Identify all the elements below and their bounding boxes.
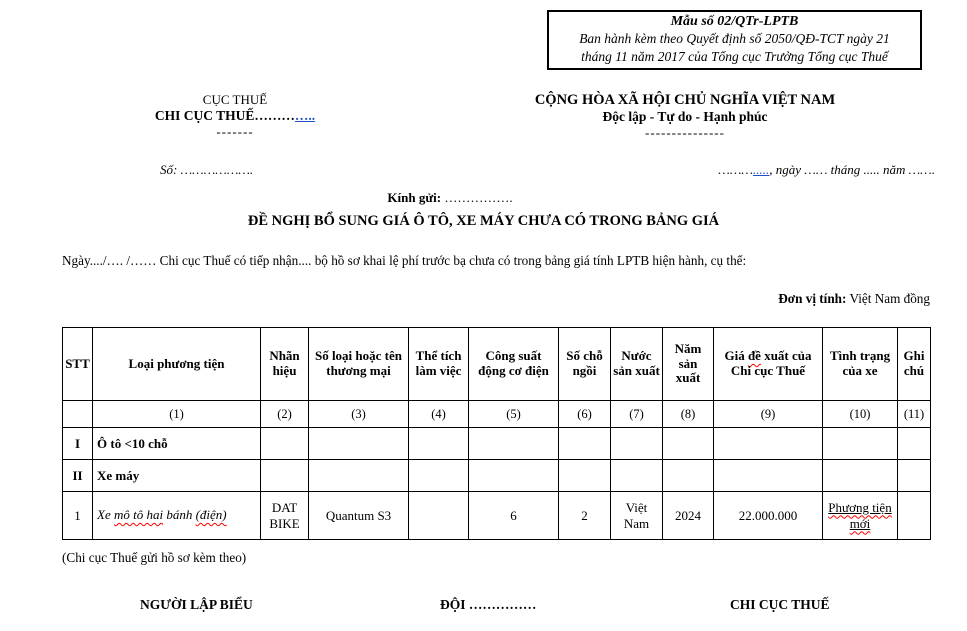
col-header-year: Năm sản xuất bbox=[663, 328, 714, 401]
row-note bbox=[898, 492, 931, 540]
col-header-seats: Số chỗ ngồi bbox=[559, 328, 611, 401]
date-prefix: ……… bbox=[718, 162, 753, 177]
signature-preparer: NGƯỜI LẬP BIỂU bbox=[140, 597, 253, 612]
empty-cell bbox=[714, 428, 823, 460]
empty-cell bbox=[898, 460, 931, 492]
col-header-country: Nước sản xuất bbox=[611, 328, 663, 401]
document-title: ĐỀ NGHỊ BỔ SUNG GIÁ Ô TÔ, XE MÁY CHƯA CÓ TRONG BẢNG GIÁ bbox=[247, 213, 720, 229]
col-header-brand: Nhãn hiệu bbox=[261, 328, 309, 401]
unit-label: Đơn vị tính: bbox=[778, 291, 847, 306]
recipient-dots: ……………. bbox=[441, 190, 513, 205]
form-number-box bbox=[547, 10, 922, 70]
table-header-row bbox=[63, 328, 931, 401]
right-header-divider: --------------- bbox=[645, 125, 725, 140]
form-issuance-line-2: tháng 11 năm 2017 của Tổng cục Trưởng Tổng cục Thuế bbox=[581, 48, 888, 64]
col-header-vehicle-type: Loại phương tiện bbox=[93, 328, 261, 401]
numbering-cell: (11) bbox=[898, 401, 931, 428]
col-header-model: Số loại hoặc tên thương mại bbox=[309, 328, 409, 401]
section-stt: II bbox=[63, 460, 93, 492]
empty-cell bbox=[309, 460, 409, 492]
numbering-cell: (8) bbox=[663, 401, 714, 428]
status-spellcheck-text: Phương tiện mới bbox=[828, 499, 892, 531]
empty-cell bbox=[663, 428, 714, 460]
numbering-cell: (1) bbox=[93, 401, 261, 428]
sub-agency-fill-blank: ….. bbox=[294, 108, 316, 123]
numbering-cell: (6) bbox=[559, 401, 611, 428]
empty-cell bbox=[309, 428, 409, 460]
row-model: Quantum S3 bbox=[309, 492, 409, 540]
vehicle-label-spellcheck-1: mô tô hai bbox=[113, 507, 164, 523]
vehicle-label-spellcheck-2: (điện) bbox=[195, 507, 227, 523]
document-number-line: Số: ………………. bbox=[160, 162, 254, 177]
empty-cell bbox=[261, 428, 309, 460]
numbering-cell: (4) bbox=[409, 401, 469, 428]
agency-name: CỤC THUẾ bbox=[202, 92, 268, 107]
numbering-cell: (10) bbox=[823, 401, 898, 428]
empty-cell bbox=[261, 460, 309, 492]
row-seats: 2 bbox=[559, 492, 611, 540]
left-header-divider: ------- bbox=[216, 124, 254, 139]
empty-cell bbox=[409, 428, 469, 460]
date-fill-blank: ..... bbox=[752, 162, 770, 177]
table-row-vehicle-1 bbox=[63, 492, 931, 540]
empty-cell bbox=[559, 428, 611, 460]
date-suffix: , ngày …… tháng ..... năm ……. bbox=[769, 162, 935, 177]
price-header-post: xuất của Chi cục Thuế bbox=[730, 348, 812, 378]
col-header-note: Ghi chú bbox=[898, 328, 931, 401]
row-stt: 1 bbox=[63, 492, 93, 540]
empty-cell bbox=[823, 428, 898, 460]
sub-agency-text: CHI CỤC THUẾ……… bbox=[154, 108, 295, 123]
numbering-cell: (5) bbox=[469, 401, 559, 428]
empty-cell bbox=[823, 460, 898, 492]
row-price: 22.000.000 bbox=[714, 492, 823, 540]
row-vehicle-type bbox=[93, 492, 261, 540]
national-title: CỘNG HÒA XÃ HỘI CHỦ NGHĨA VIỆT NAM bbox=[534, 92, 836, 108]
price-header-spellcheck-word: đề bbox=[747, 348, 761, 364]
empty-cell bbox=[469, 460, 559, 492]
form-issuance-line-1: Ban hành kèm theo Quyết định số 2050/QĐ-TCT ngày 21 bbox=[579, 31, 890, 46]
numbering-cell: (9) bbox=[714, 401, 823, 428]
numbering-cell: (2) bbox=[261, 401, 309, 428]
table-row-section-motorbike bbox=[63, 460, 931, 492]
numbering-cell: (7) bbox=[611, 401, 663, 428]
unit-value: Việt Nam đồng bbox=[846, 291, 930, 306]
row-country: Việt Nam bbox=[611, 492, 663, 540]
row-brand: DAT BIKE bbox=[261, 492, 309, 540]
row-year: 2024 bbox=[663, 492, 714, 540]
row-volume bbox=[409, 492, 469, 540]
empty-cell bbox=[469, 428, 559, 460]
vehicle-price-table bbox=[62, 327, 931, 540]
numbering-cell: (3) bbox=[309, 401, 409, 428]
section-stt: I bbox=[63, 428, 93, 460]
status-underline bbox=[828, 500, 891, 531]
signature-team: ĐỘI …………… bbox=[440, 597, 537, 612]
table-row-section-car bbox=[63, 428, 931, 460]
sub-agency-name bbox=[110, 108, 360, 124]
empty-cell bbox=[663, 460, 714, 492]
section-label: Ô tô <10 chỗ bbox=[93, 428, 261, 460]
empty-cell bbox=[409, 460, 469, 492]
empty-cell bbox=[611, 460, 663, 492]
empty-cell bbox=[559, 460, 611, 492]
national-motto: Độc lập - Tự do - Hạnh phúc bbox=[602, 109, 768, 124]
issuing-agency-block bbox=[110, 92, 360, 140]
attachment-note: (Chi cục Thuế gửi hồ sơ kèm theo) bbox=[62, 550, 247, 565]
recipient-label: Kính gửi: bbox=[387, 190, 442, 205]
row-power: 6 bbox=[469, 492, 559, 540]
vehicle-label-pre: Xe bbox=[97, 507, 114, 523]
numbering-cell bbox=[63, 401, 93, 428]
date-line bbox=[560, 162, 935, 178]
form-number-title: Mẫu số 02/QTr-LPTB bbox=[670, 14, 799, 29]
row-status bbox=[823, 492, 898, 540]
col-header-proposed-price bbox=[714, 328, 823, 401]
signature-sub-department: CHI CỤC THUẾ bbox=[730, 597, 830, 612]
col-header-volume: Thể tích làm việc bbox=[409, 328, 469, 401]
empty-cell bbox=[611, 428, 663, 460]
section-label: Xe máy bbox=[93, 460, 261, 492]
col-header-stt: STT bbox=[63, 328, 93, 401]
empty-cell bbox=[898, 428, 931, 460]
national-header-block bbox=[490, 92, 880, 141]
col-header-status: Tình trạng của xe bbox=[823, 328, 898, 401]
column-numbering-row bbox=[63, 401, 931, 428]
empty-cell bbox=[714, 460, 823, 492]
vehicle-label-mid: bánh bbox=[163, 507, 196, 523]
col-header-power: Công suất động cơ điện bbox=[469, 328, 559, 401]
unit-line bbox=[778, 291, 930, 307]
intro-paragraph: Ngày..../…. /…… Chi cục Thuế có tiếp nhận.... bộ hồ sơ khai lệ phí trước bạ chưa có trong bảng giá tính LPTB hiện hành, cụ thể: bbox=[62, 253, 747, 268]
recipient-line bbox=[0, 190, 900, 206]
price-header-pre: Giá bbox=[724, 348, 748, 364]
